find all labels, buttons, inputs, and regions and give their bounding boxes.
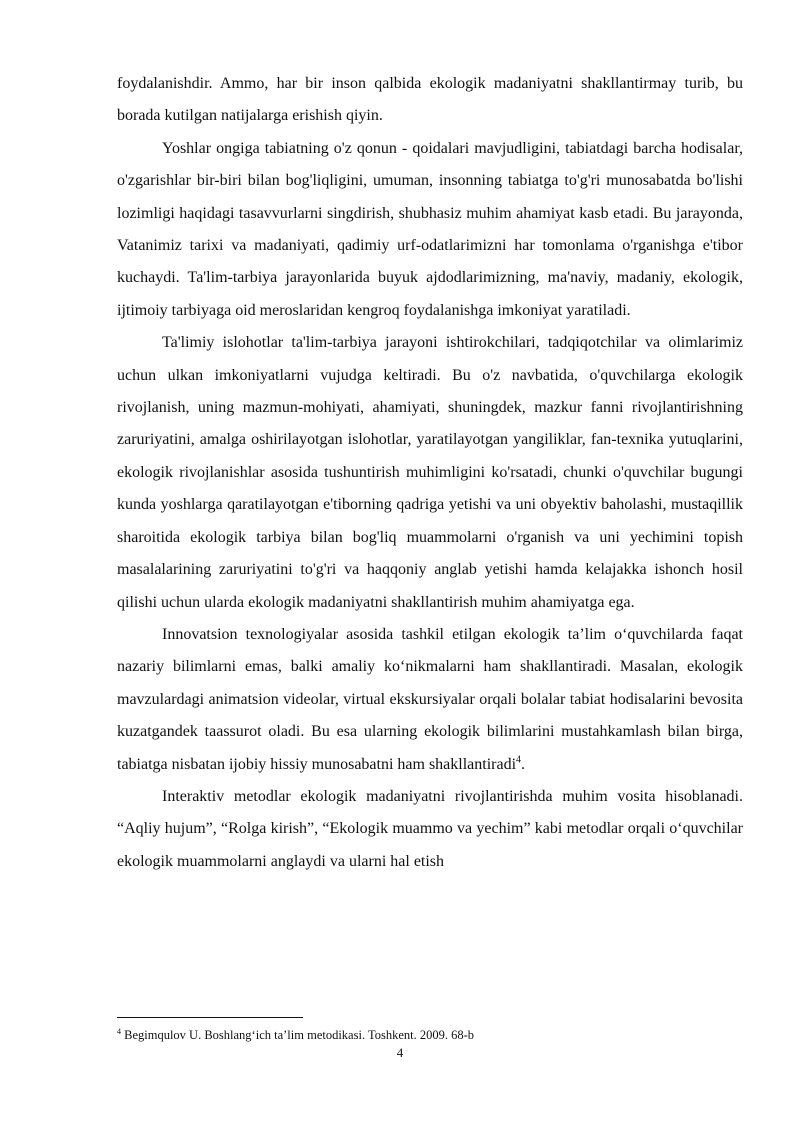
paragraph-5 (117, 781, 743, 878)
page-number: 4 (396, 1045, 404, 1060)
footnote-mark: 4 (117, 1026, 121, 1036)
paragraph-4-text: Innovatsion texnologiyalar asosida tashkil etilgan ekologik ta’lim o‘quvchilarda faqat nazariy bilimlarni emas, balki amaliy ko‘nikmalarni ham shakllantiradi. Masalan, ekologik mavzulardagi animatsion videolar, virtual ekskursiyalar orqali bolalar tabiat hodisalarini bevosita kuzatgandek taassurot oladi. Bu esa ularning ekologik bilimlarini mustahkamlash bilan birga, tabiatga nisbatan ijobiy hissiy munosabatni ham shakllantiradi (117, 625, 743, 773)
paragraph-2-text: Yoshlar ongiga tabiatning o'z qonun - qoidalari mavjudligini, tabiatdagi barcha hodisalar, o'zgarishlar bir-biri bilan bog'liqligini, umuman, insonning tabiatga to'g'ri munosabatda bo'lishi lozimligi haqidagi tasavvurlarni singdirish, shubhasiz muhim ahamiyat kasb etadi. Bu jarayonda, Vatanimiz tarixi va madaniyati, qadimiy urf-odatlarimizni har tomonlama o'rganishga e'tibor kuchaydi. Ta'lim-tarbiya jarayonlarida buyuk ajdodlarimizning, ma'naviy, madaniy, ekologik, ijtimoiy tarbiyaga oid meroslaridan kengroq foydalanishga imkoniyat yaratiladi. (117, 139, 743, 319)
paragraph-4 (117, 619, 743, 781)
paragraph-3 (117, 327, 743, 619)
paragraph-4-end: . (521, 755, 526, 773)
paragraph-2 (117, 133, 743, 327)
footnote-separator (117, 1017, 303, 1018)
paragraph-1 (117, 68, 743, 133)
paragraph-1-text: foydalanishdir. Ammo, har bir inson qalbida ekologik madaniyatni shakllantirmay turib, bu borada kutilgan natijalarga erishish qiyin. (117, 75, 743, 125)
footnote-reference[interactable]: 4 (516, 754, 522, 766)
paragraph-3-text: Ta'limiy islohotlar ta'lim-tarbiya jarayoni ishtirokchilari, tadqiqotchilar va olimlarimiz uchun ulkan imkoniyatlarni vujudga keltiradi. Bu o'z navbatida, o'quvchilarga ekologik rivojlanish, uning mazmun-mohiyati, ahamiyati, shuningdek, mazkur fanni rivojlantirishning zaruriyatini, amalga oshirilayotgan islohotlar, yaratilayotgan yangiliklar, fan-texnika yutuqlarini, ekologik rivojlanishlar asosida tushuntirish muhimligini ko'rsatadi, chunki o'quvchilar bugungi kunda yoshlarga qaratilayotgan e'tiborning qadriga yetishi va uni obyektiv baholashi, mustaqillik sharoitida ekologik tarbiya bilan bog'liq muammolarni o'rganish va uni yechimini topish masalalarining zaruriyatini to'g'ri va haqqoniy anglab yetishi hamda kelajakka ishonch hosil qilishi uchun ularda ekologik madaniyatni shakllantirish muhim ahamiyatga ega. (117, 334, 743, 611)
footnote-text: Begimqulov U. Boshlang‘ich ta’lim metodikasi. Toshkent. 2009. 68-b (121, 1028, 475, 1042)
footnote (117, 1027, 743, 1043)
document-body (117, 68, 743, 878)
paragraph-5-text: Interaktiv metodlar ekologik madaniyatni rivojlantirishda muhim vosita hisoblanadi. “Aqliy hujum”, “Rolga kirish”, “Ekologik muammo va yechim” kabi metodlar orqali o‘quvchilar ekologik muammolarni anglaydi va ularni hal etish (117, 787, 743, 870)
